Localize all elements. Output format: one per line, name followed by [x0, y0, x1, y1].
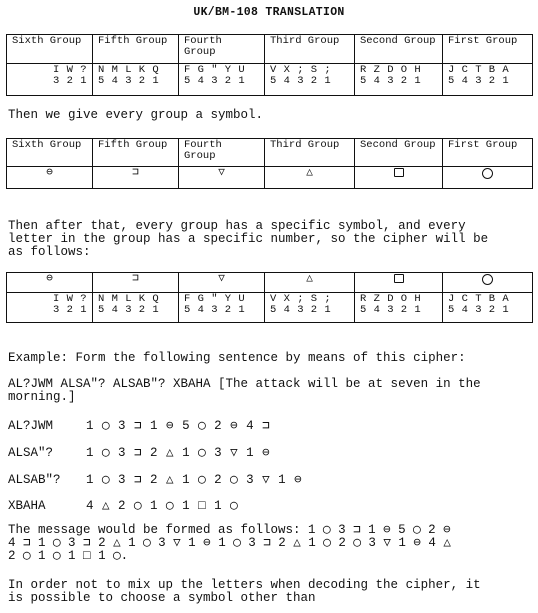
example-code: 4 △ 2 ◯ 1 ◯ 1 □ 1 ◯: [86, 499, 239, 513]
up-triangle-icon: △: [265, 273, 355, 293]
example-word: AL?JWM: [8, 419, 54, 433]
example-sentence-line-1: AL?JWM ALSA"? ALSAB"? XBAHA [The attack will be at seven in the: [8, 377, 481, 391]
table-symbol-row: [7, 167, 533, 189]
numbers: 5 4 3 2 1: [98, 304, 160, 316]
cipher-para-line-3: as follows:: [8, 245, 91, 259]
numbers: 5 4 3 2 1: [360, 75, 422, 87]
header-fourth-group: Fourth Group: [179, 35, 265, 64]
header-sixth-group: Sixth Group: [7, 35, 93, 64]
cipher-table: [6, 272, 533, 323]
header-sixth-group: Sixth Group: [7, 139, 93, 167]
numbers: 5 4 3 2 1: [98, 75, 160, 87]
letters: F G " Y U: [184, 64, 246, 76]
example-row: [8, 444, 270, 460]
group-letter-table: [6, 34, 533, 96]
letters: J C T B A: [448, 64, 510, 76]
down-triangle-icon: ▽: [179, 273, 265, 293]
closing-line-1: In order not to mix up the letters when decoding the cipher, it: [8, 578, 481, 592]
letters: N M L K Q: [98, 64, 160, 76]
header-third-group: Third Group: [265, 139, 355, 167]
numbers: 5 4 3 2 1: [270, 304, 332, 316]
letters: V X ; S ;: [270, 64, 332, 76]
numbers: 5 4 3 2 1: [184, 304, 246, 316]
numbers: 5 4 3 2 1: [360, 304, 422, 316]
symbols-intro-text: Then we give every group a symbol.: [8, 108, 264, 122]
letters: F G " Y U: [184, 293, 246, 305]
header-second-group: Second Group: [355, 139, 443, 167]
minus-circle-icon: ⊖: [7, 273, 93, 293]
letters: I W ?: [52, 293, 87, 305]
example-row: [8, 417, 270, 433]
cipher-para-line-1: Then after that, every group has a specific symbol, and every: [8, 219, 466, 233]
header-third-group: Third Group: [265, 35, 355, 64]
letters: J C T B A: [448, 293, 510, 305]
letters: V X ; S ;: [270, 293, 332, 305]
numbers: 3 2 1: [52, 75, 87, 87]
numbers: 5 4 3 2 1: [184, 75, 246, 87]
example-row: [8, 471, 302, 487]
bracket-icon: ⊐: [93, 167, 179, 189]
down-triangle-icon: ▽: [179, 167, 265, 189]
message-line-1: The message would be formed as follows: 1 ◯ 3 ⊐ 1 ⊖ 5 ◯ 2 ⊖: [8, 523, 451, 537]
header-fifth-group: Fifth Group: [93, 35, 179, 64]
example-code: 1 ◯ 3 ⊐ 2 △ 1 ◯ 3 ▽ 1 ⊖: [86, 446, 271, 460]
cell-fourth-group: [179, 64, 265, 96]
cell-fifth-group: [93, 64, 179, 96]
example-row: [8, 497, 238, 513]
letters: R Z D O H: [360, 293, 422, 305]
cell-first-group: [443, 64, 533, 96]
header-fifth-group: Fifth Group: [93, 139, 179, 167]
letters: I W ?: [52, 64, 87, 76]
cell-third-group: [265, 293, 355, 323]
table-header-row: [7, 35, 533, 64]
example-code: 1 ◯ 3 ⊐ 1 ⊖ 5 ◯ 2 ⊖ 4 ⊐: [86, 419, 271, 433]
table-symbol-row: [7, 273, 533, 293]
cell-third-group: [265, 64, 355, 96]
cipher-para-line-2: letter in the group has a specific number, so the cipher will be: [8, 232, 489, 246]
square-icon: [355, 167, 443, 189]
closing-line-2: is possible to choose a symbol other than: [8, 591, 316, 605]
circle-icon: [443, 167, 533, 189]
up-triangle-icon: △: [265, 167, 355, 189]
example-intro: Example: Form the following sentence by means of this cipher:: [8, 351, 466, 365]
example-code: 1 ◯ 3 ⊐ 2 △ 1 ◯ 2 ◯ 3 ▽ 1 ⊖: [86, 473, 303, 487]
cell-sixth-group: [7, 293, 93, 323]
square-icon: [355, 273, 443, 293]
group-symbol-table: [6, 138, 533, 189]
document-title: UK/BM-108 TRANSLATION: [193, 6, 345, 19]
numbers: 5 4 3 2 1: [270, 75, 332, 87]
header-first-group: First Group: [443, 139, 533, 167]
cell-second-group: [355, 293, 443, 323]
circle-icon: [443, 273, 533, 293]
message-line-3: 2 ◯ 1 ◯ 1 □ 1 ◯.: [8, 549, 129, 563]
cell-first-group: [443, 293, 533, 323]
bracket-icon: ⊐: [93, 273, 179, 293]
letters: N M L K Q: [98, 293, 160, 305]
letters: R Z D O H: [360, 64, 422, 76]
header-first-group: First Group: [443, 35, 533, 64]
table-letter-row: [7, 64, 533, 96]
example-word: ALSAB"?: [8, 473, 61, 487]
numbers: 3 2 1: [52, 304, 87, 316]
example-sentence-line-2: morning.]: [8, 390, 76, 404]
header-fourth-group: Fourth Group: [179, 139, 265, 167]
numbers: 5 4 3 2 1: [448, 75, 510, 87]
cell-fourth-group: [179, 293, 265, 323]
header-second-group: Second Group: [355, 35, 443, 64]
example-word: XBAHA: [8, 499, 46, 513]
table-header-row: [7, 139, 533, 167]
cell-second-group: [355, 64, 443, 96]
cell-fifth-group: [93, 293, 179, 323]
table-letter-row: [7, 293, 533, 323]
cell-sixth-group: [7, 64, 93, 96]
example-word: ALSA"?: [8, 446, 54, 460]
numbers: 5 4 3 2 1: [448, 304, 510, 316]
minus-circle-icon: ⊖: [7, 167, 93, 189]
message-line-2: 4 ⊐ 1 ◯ 3 ⊐ 2 △ 1 ◯ 3 ▽ 1 ⊖ 1 ◯ 3 ⊐ 2 △ 1 ◯ 2 ◯ 3 ▽ 1 ⊖ 4 △: [8, 536, 451, 550]
